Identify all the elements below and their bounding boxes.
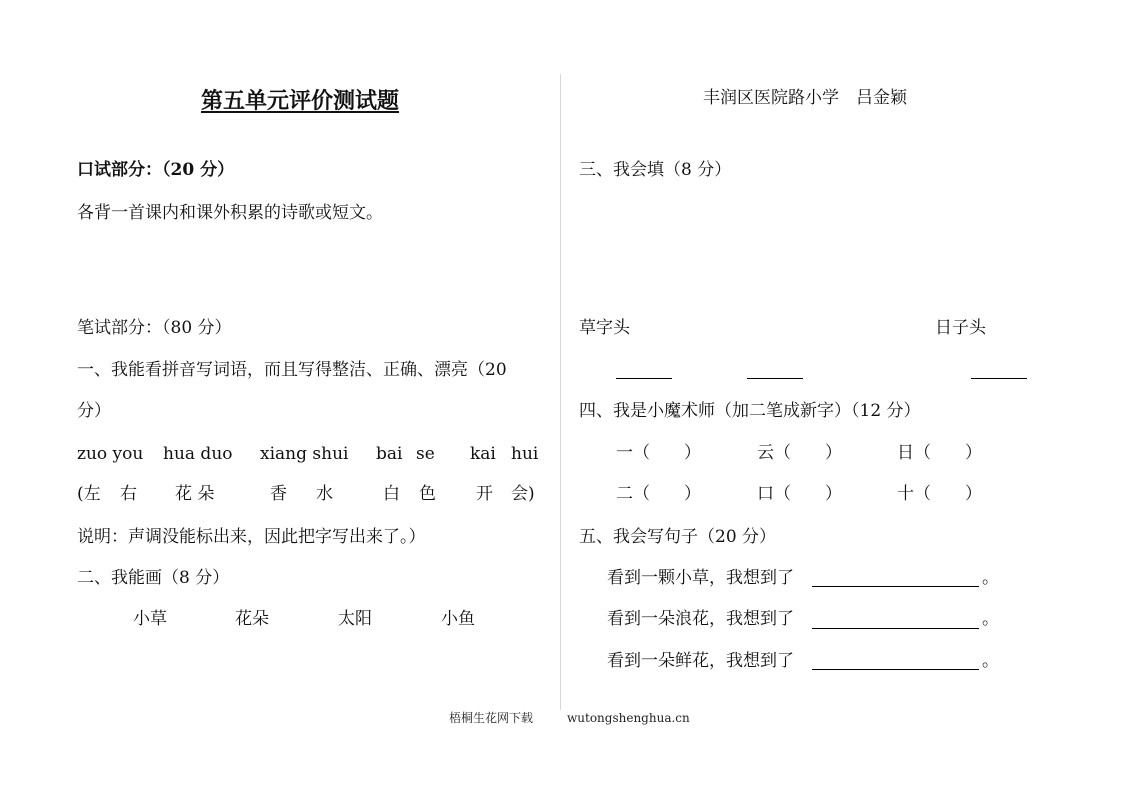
pinyin-word: xiang shui xyxy=(260,444,349,464)
fill-blank[interactable] xyxy=(616,378,672,379)
pinyin-word: se xyxy=(416,444,435,464)
page-title: 第五单元评价测试题 xyxy=(201,88,400,114)
q2-heading: 二、我能画（8 分） xyxy=(77,568,230,588)
sentence-prompt: 看到一朵鲜花，我想到了 xyxy=(607,651,794,671)
hanzi-word: 香 xyxy=(270,484,287,504)
sentence-blank[interactable] xyxy=(812,669,979,670)
sentence-end-mark: 。 xyxy=(982,568,999,588)
magic-char-item[interactable]: 一（ ） xyxy=(616,443,701,463)
sentence-end-mark: 。 xyxy=(982,609,999,629)
draw-item: 小草 xyxy=(133,609,167,629)
magic-char-item[interactable]: 二（ ） xyxy=(616,484,701,504)
radical-label-grass: 草字头 xyxy=(579,318,630,338)
pinyin-word: zuo you xyxy=(77,444,144,464)
q3-heading: 三、我会填（8 分） xyxy=(579,160,732,180)
q1-heading-cont: 分） xyxy=(77,401,111,421)
fill-blank[interactable] xyxy=(971,378,1027,379)
hanzi-word: 色 xyxy=(419,484,436,504)
draw-item: 花朵 xyxy=(235,609,269,629)
hanzi-word: 白 xyxy=(383,484,400,504)
sentence-end-mark: 。 xyxy=(982,651,999,671)
draw-item: 太阳 xyxy=(338,609,372,629)
oral-instruction: 各背一首课内和课外积累的诗歌或短文。 xyxy=(77,203,383,223)
column-divider xyxy=(560,74,561,710)
hanzi-word: 右 xyxy=(120,484,137,504)
pinyin-word: hui xyxy=(511,444,539,464)
footer-site-url[interactable]: wutongshenghua.cn xyxy=(567,711,690,725)
written-section-heading: 笔试部分：（80 分） xyxy=(77,318,232,338)
sentence-blank[interactable] xyxy=(812,586,979,587)
pinyin-word: bai xyxy=(376,444,403,464)
hanzi-word: 花 朵 xyxy=(175,484,215,504)
sentence-prompt: 看到一颗小草，我想到了 xyxy=(607,568,794,588)
magic-char-item[interactable]: 日（ ） xyxy=(897,443,982,463)
pinyin-word: kai xyxy=(470,444,496,464)
magic-char-item[interactable]: 口（ ） xyxy=(757,484,842,504)
pinyin-word: hua duo xyxy=(163,444,233,464)
q5-heading: 五、我会写句子（20 分） xyxy=(579,527,777,547)
q1-note: 说明：声调没能标出来，因此把字写出来了。） xyxy=(77,527,426,547)
hanzi-word: 会) xyxy=(511,484,535,504)
draw-item: 小鱼 xyxy=(441,609,475,629)
radical-label-sun: 日子头 xyxy=(935,318,986,338)
hanzi-word: 水 xyxy=(316,484,333,504)
q1-heading: 一、我能看拼音写词语，而且写得整洁、正确、漂亮（20 xyxy=(77,360,507,380)
sentence-blank[interactable] xyxy=(812,628,979,629)
magic-char-item[interactable]: 云（ ） xyxy=(757,443,842,463)
school-author: 丰润区医院路小学 吕金颖 xyxy=(703,88,907,108)
oral-section-heading: 口试部分：（20 分） xyxy=(77,160,235,180)
magic-char-item[interactable]: 十（ ） xyxy=(897,484,982,504)
footer-site-name: 梧桐生花网下载 xyxy=(449,711,534,725)
q4-heading: 四、我是小魔术师（加二笔成新字）（12 分） xyxy=(579,401,921,421)
hanzi-word: (左 xyxy=(77,484,101,504)
fill-blank[interactable] xyxy=(747,378,803,379)
sentence-prompt: 看到一朵浪花，我想到了 xyxy=(607,609,794,629)
hanzi-word: 开 xyxy=(476,484,493,504)
